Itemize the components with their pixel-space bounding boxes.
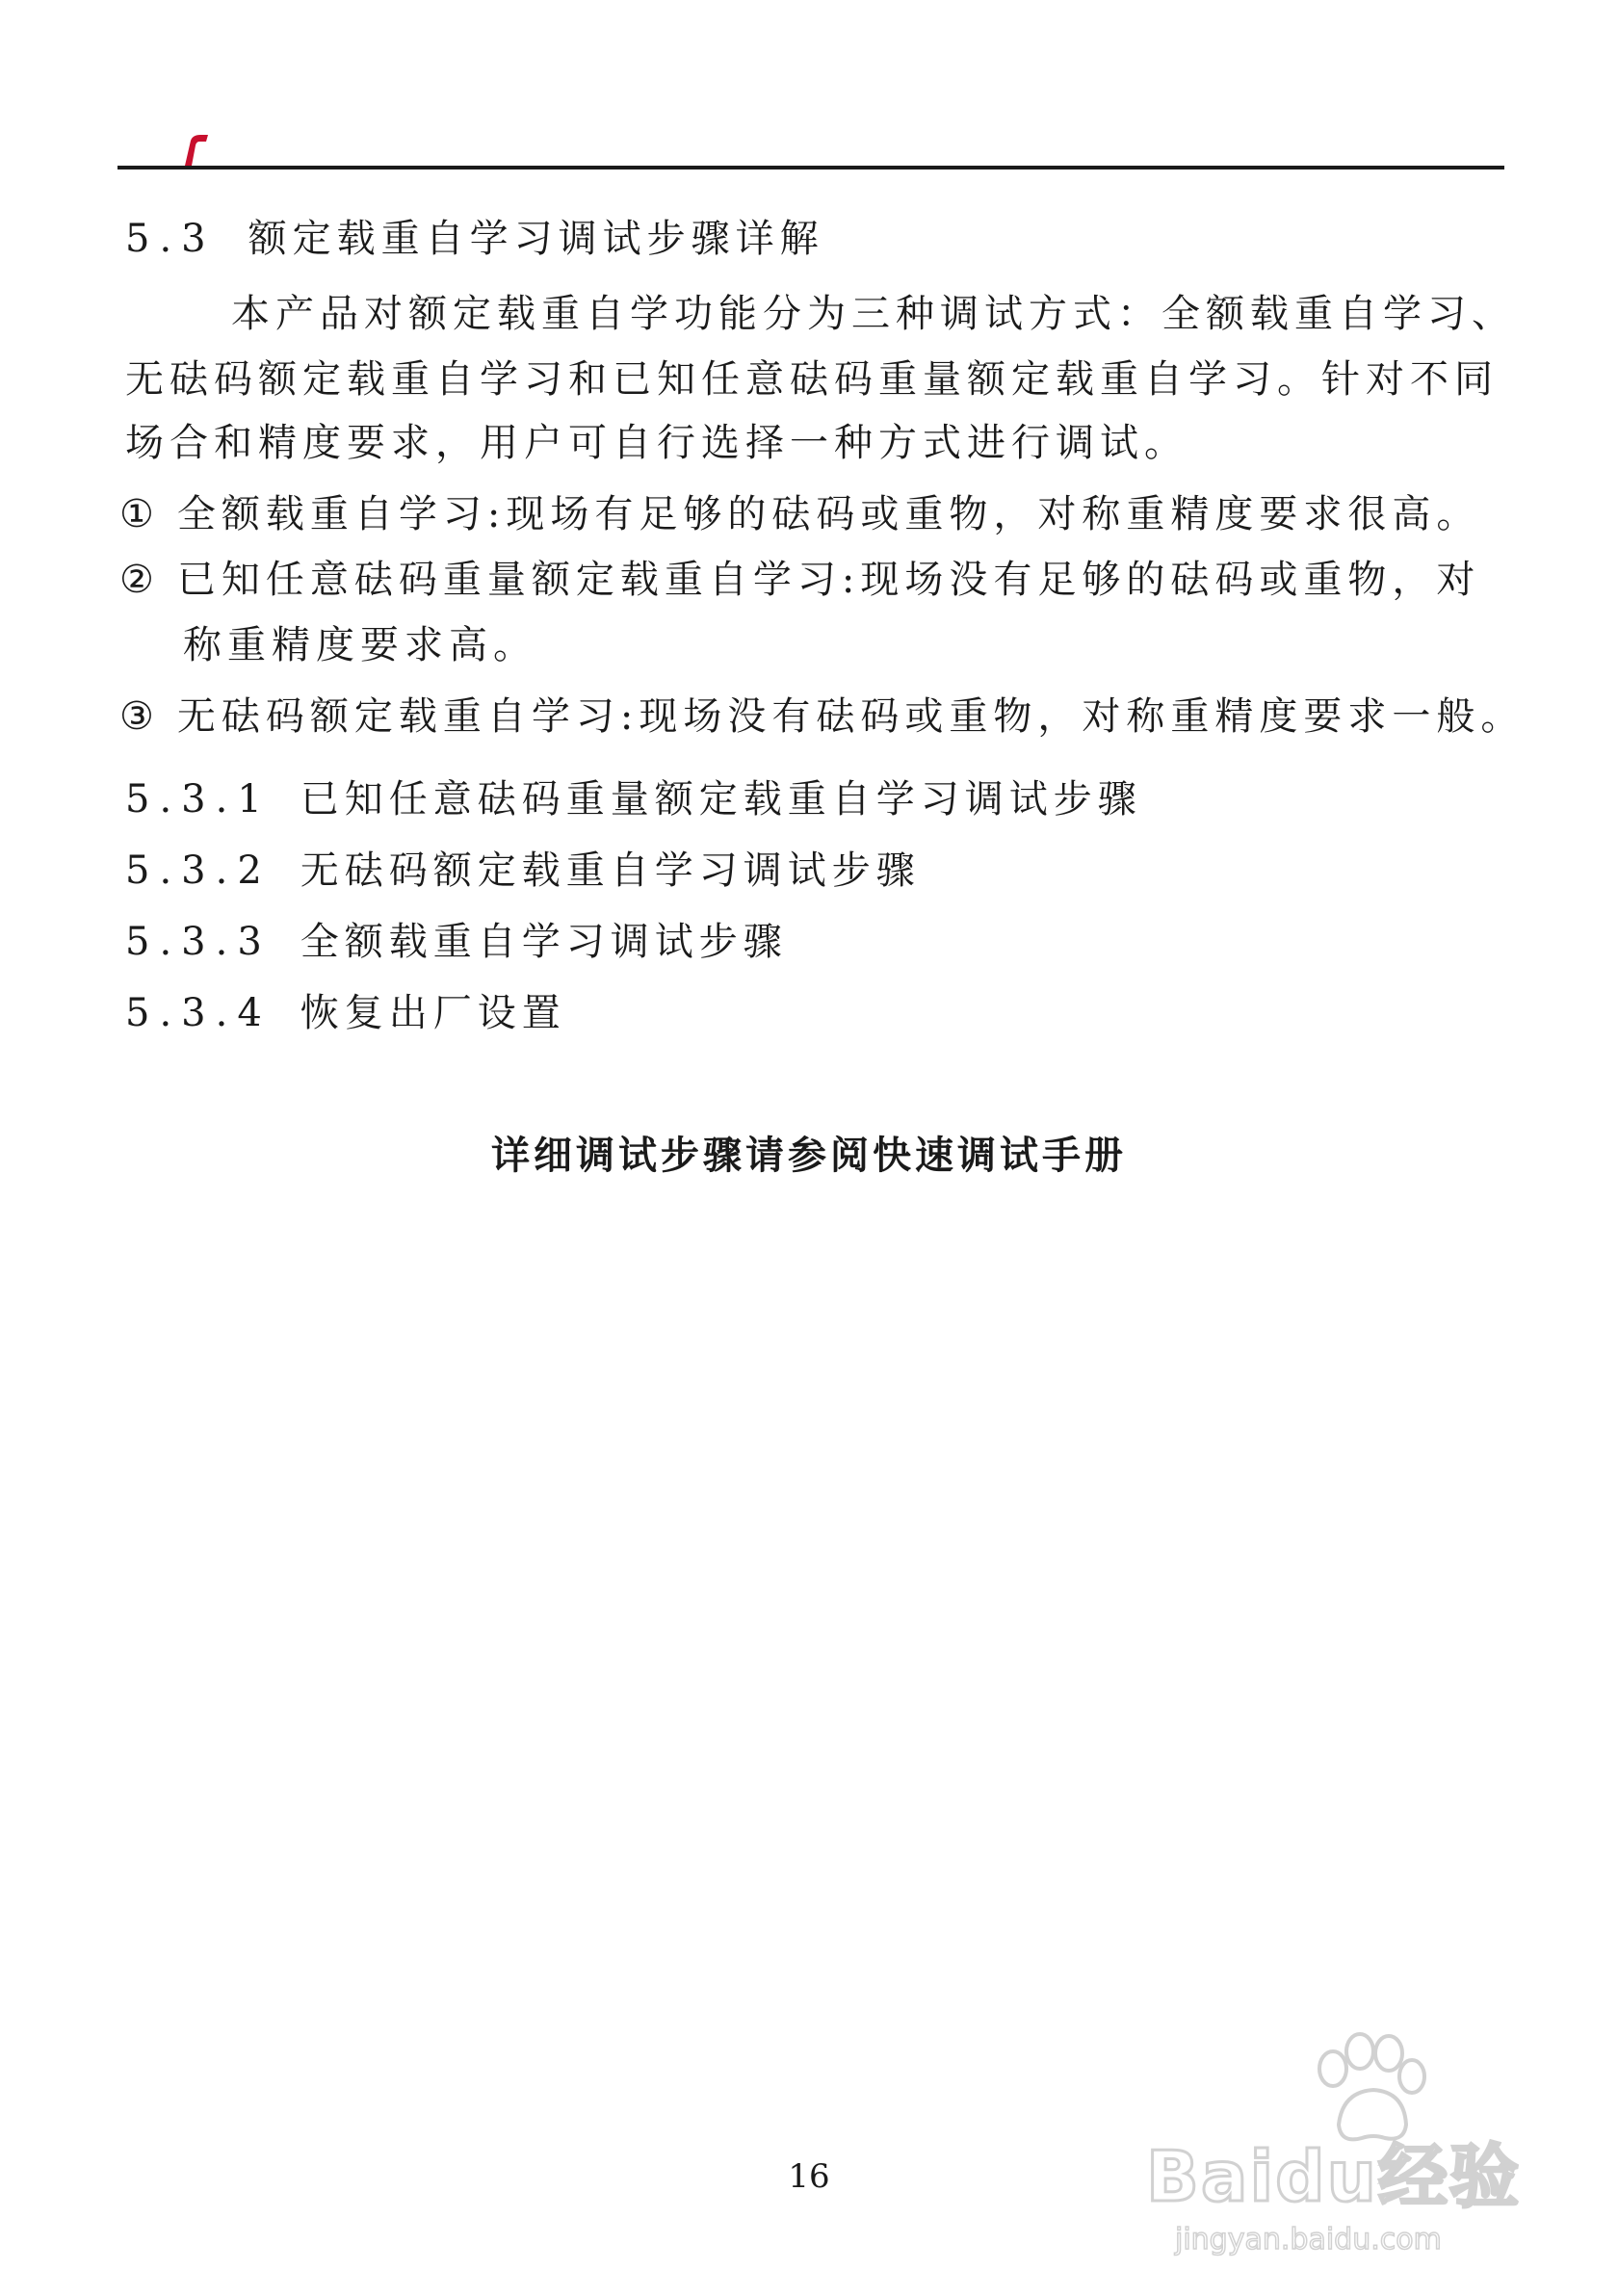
method-text: 已知任意砝码重量额定载重自学习:现场没有足够的砝码或重物，对 bbox=[176, 558, 1481, 602]
method-text: 无砝码额定载重自学习:现场没有砝码或重物，对称重精度要求一般。 bbox=[176, 694, 1526, 739]
method-item-3 bbox=[119, 693, 1525, 740]
section-number: 5.3 bbox=[125, 217, 216, 261]
subsection-number: 5.3.3 bbox=[125, 920, 272, 964]
subsection-number: 5.3.2 bbox=[125, 848, 272, 893]
subsection-title: 已知任意砝码重量额定载重自学习调试步骤 bbox=[300, 777, 1142, 822]
method-marker: ① bbox=[119, 492, 160, 536]
method-item-2-continuation: 称重精度要求高。 bbox=[183, 623, 537, 667]
header-rule bbox=[117, 166, 1504, 170]
intro-line-1: 本产品对额定载重自学功能分为三种调试方式：全额载重自学习、 bbox=[231, 292, 1516, 336]
subsection-5-3-1 bbox=[125, 776, 1142, 822]
watermark-brand: Baidu经验 bbox=[1146, 2136, 1521, 2217]
method-text: 全额载重自学习:现场有足够的砝码或重物，对称重精度要求很高。 bbox=[176, 492, 1481, 536]
section-heading bbox=[125, 216, 824, 262]
subsection-5-3-3 bbox=[125, 919, 788, 965]
intro-line-2: 无砝码额定载重自学习和已知任意砝码重量额定载重自学习。针对不同 bbox=[125, 357, 1499, 402]
reference-note: 详细调试步骤请参阅快速调试手册 bbox=[491, 1134, 1127, 1178]
section-title: 额定载重自学习调试步骤详解 bbox=[248, 217, 824, 261]
subsection-title: 恢复出厂设置 bbox=[300, 991, 566, 1035]
watermark bbox=[1146, 2032, 1531, 2257]
method-marker: ② bbox=[119, 558, 160, 602]
method-item-2 bbox=[119, 557, 1480, 603]
method-item-1 bbox=[119, 491, 1480, 537]
page-number: 16 bbox=[788, 2157, 830, 2196]
paw-icon bbox=[1300, 2032, 1435, 2148]
subsection-title: 全额载重自学习调试步骤 bbox=[300, 920, 788, 964]
subsection-number: 5.3.1 bbox=[125, 777, 272, 822]
brand-mark-icon bbox=[181, 131, 208, 166]
intro-line-3: 场合和精度要求，用户可自行选择一种方式进行调试。 bbox=[125, 421, 1188, 465]
subsection-title: 无砝码额定载重自学习调试步骤 bbox=[300, 848, 921, 893]
subsection-number: 5.3.4 bbox=[125, 991, 272, 1035]
method-marker: ③ bbox=[119, 694, 160, 739]
watermark-site: jingyan.baidu.com bbox=[1175, 2223, 1442, 2257]
subsection-5-3-4 bbox=[125, 990, 566, 1036]
subsection-5-3-2 bbox=[125, 848, 921, 894]
